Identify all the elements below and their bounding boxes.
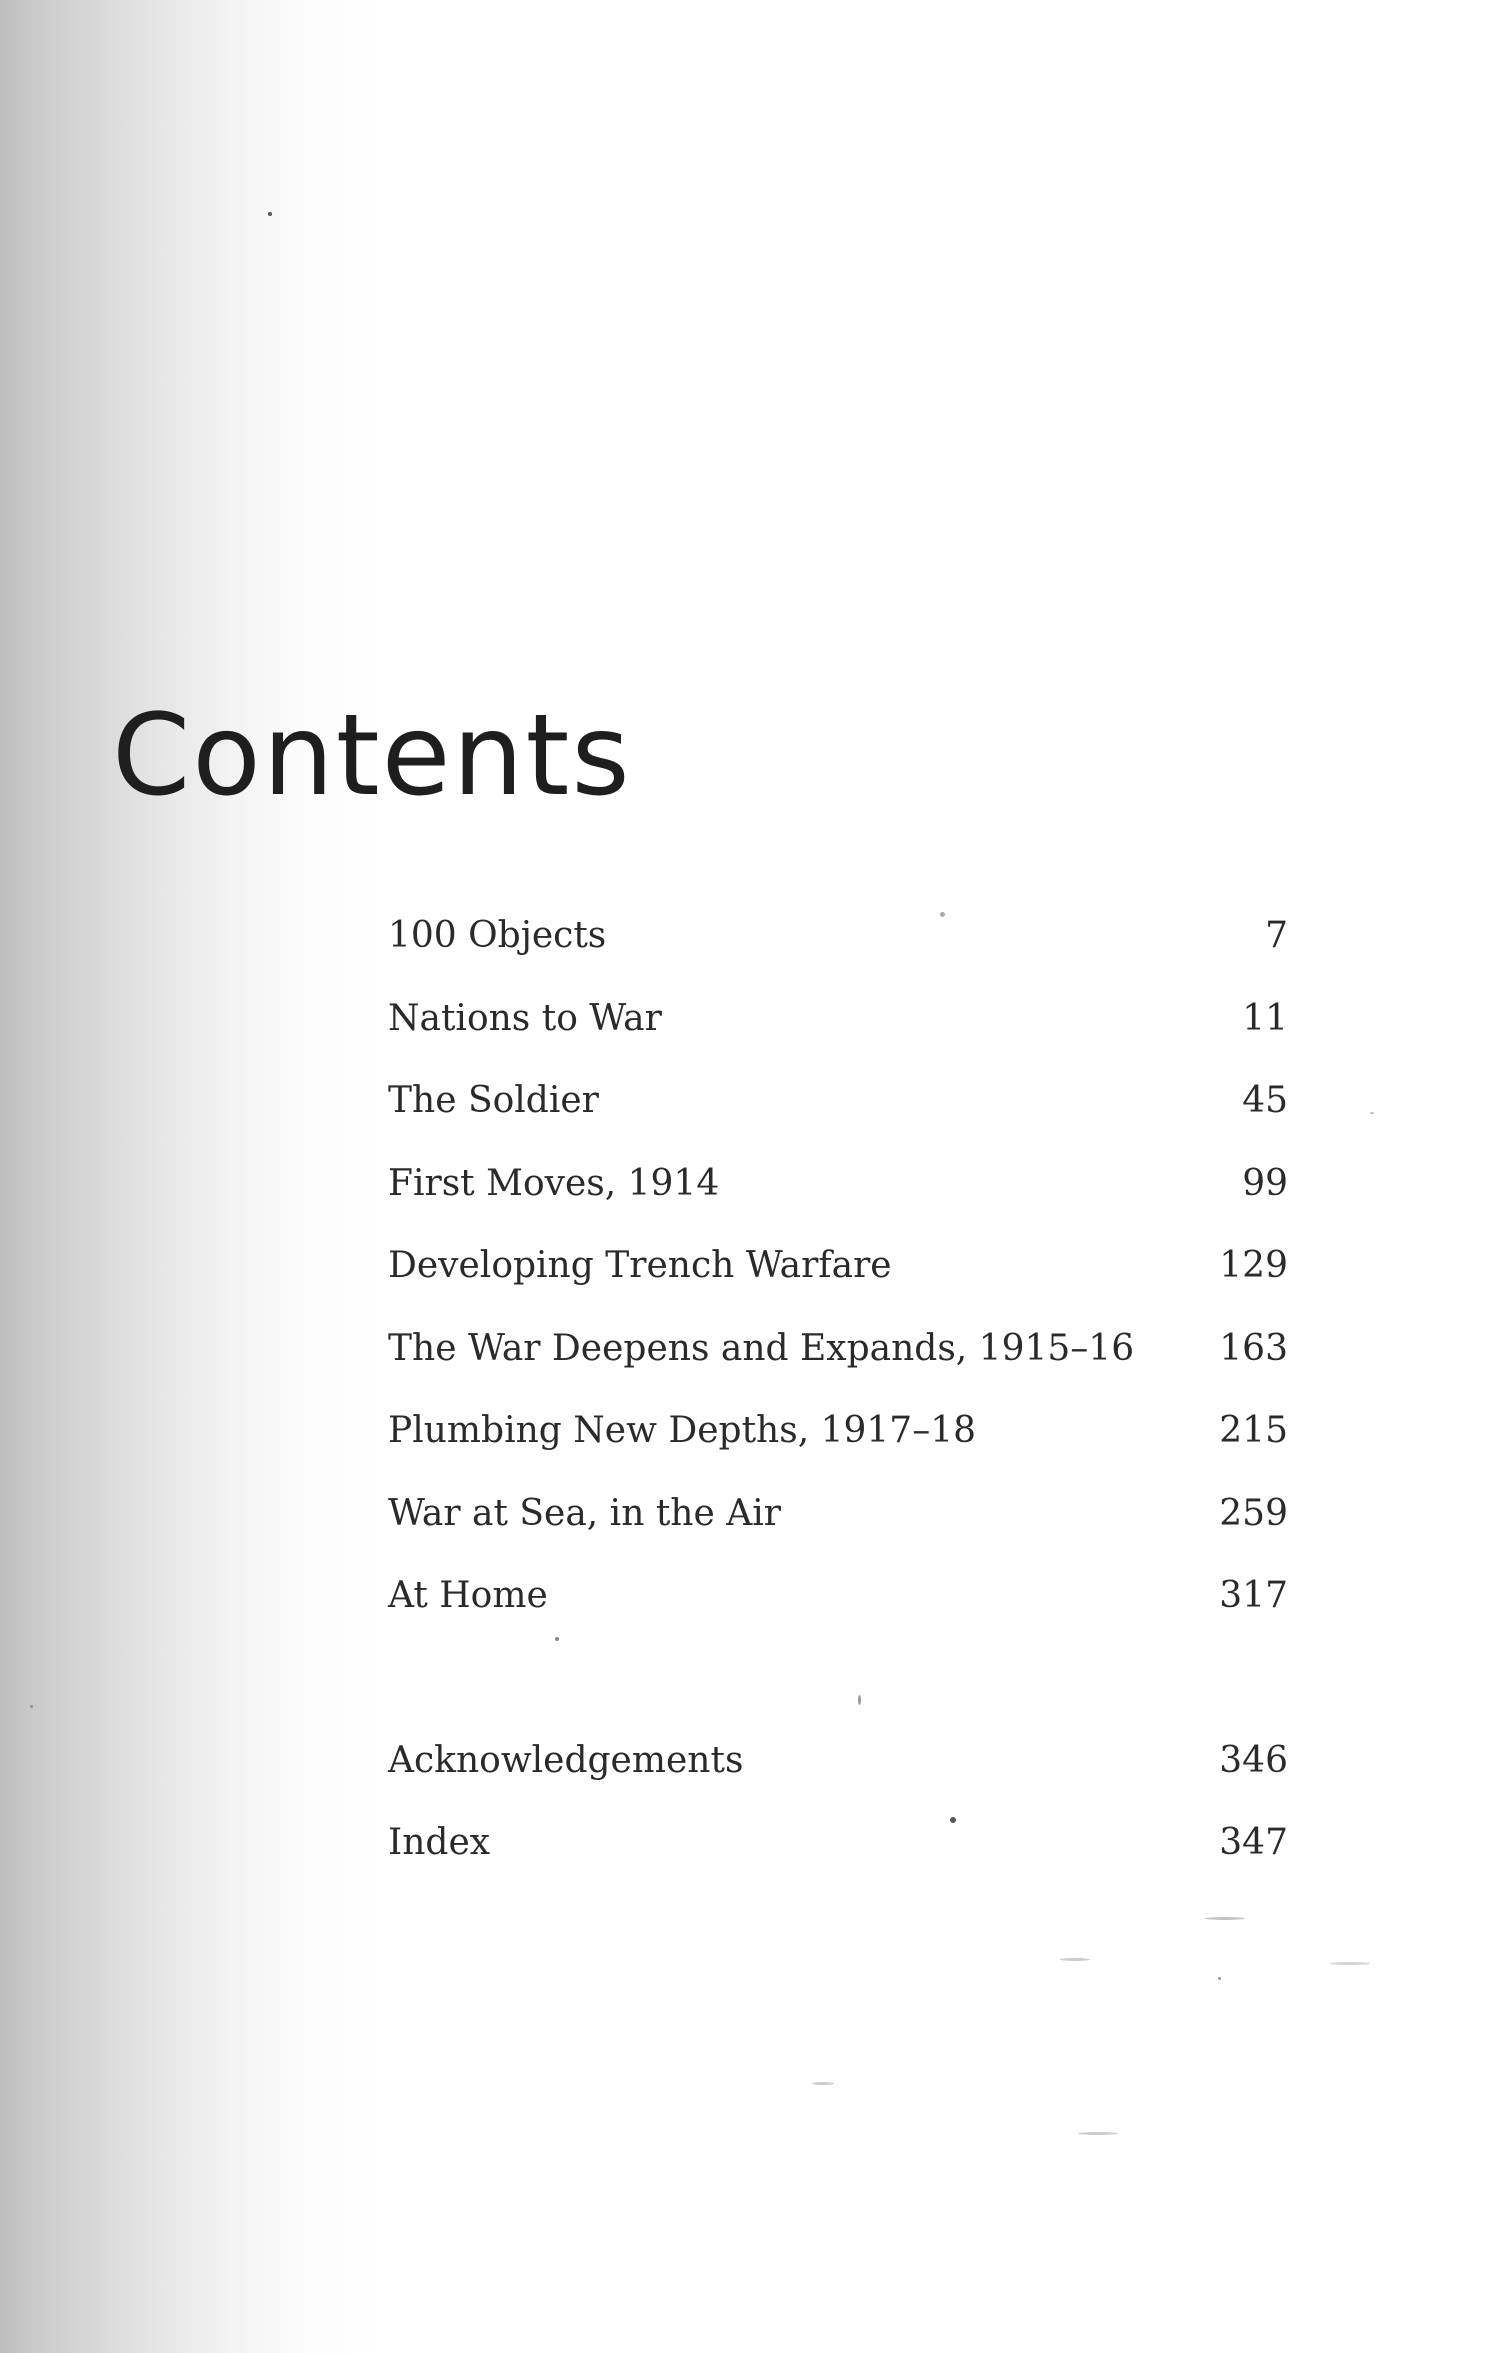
toc-entry-page: 129 bbox=[1219, 1245, 1288, 1286]
toc-entry bbox=[388, 1245, 1288, 1328]
toc-entry-title: 100 Objects bbox=[388, 915, 607, 956]
toc-entry-page: 346 bbox=[1219, 1739, 1288, 1781]
toc-entry bbox=[388, 1493, 1288, 1576]
toc-entry-page: 11 bbox=[1242, 997, 1288, 1039]
toc-entry-title: Index bbox=[388, 1822, 491, 1863]
dust-speck bbox=[950, 1817, 956, 1823]
toc-entry bbox=[388, 1080, 1288, 1163]
toc-entry bbox=[388, 1740, 1288, 1823]
toc-entry bbox=[388, 1328, 1288, 1411]
dust-speck bbox=[1060, 1958, 1090, 1961]
toc-entry-page: 99 bbox=[1242, 1162, 1288, 1204]
table-of-contents bbox=[388, 915, 1288, 1905]
toc-entry-title: First Moves, 1914 bbox=[388, 1162, 720, 1204]
toc-entry-page: 259 bbox=[1219, 1492, 1288, 1534]
toc-entry bbox=[388, 998, 1288, 1081]
toc-entry-title: Developing Trench Warfare bbox=[388, 1245, 892, 1286]
toc-entry-page: 347 bbox=[1219, 1822, 1288, 1863]
toc-entry-page: 45 bbox=[1242, 1080, 1288, 1121]
toc-entry bbox=[388, 1575, 1288, 1658]
toc-entry-title: The Soldier bbox=[388, 1080, 599, 1121]
dust-speck bbox=[1218, 1977, 1221, 1980]
dust-speck bbox=[858, 1695, 861, 1705]
toc-entry-page: 215 bbox=[1219, 1410, 1288, 1451]
toc-entry-page: 163 bbox=[1219, 1327, 1288, 1369]
toc-entry-title: War at Sea, in the Air bbox=[388, 1492, 781, 1534]
toc-entry-title: Acknowledgements bbox=[388, 1739, 744, 1781]
dust-speck bbox=[30, 1705, 33, 1708]
dust-speck bbox=[555, 1637, 559, 1641]
dust-speck bbox=[812, 2082, 834, 2085]
dust-speck bbox=[1330, 1962, 1370, 1965]
toc-entry bbox=[388, 1822, 1288, 1905]
dust-speck bbox=[1078, 2132, 1118, 2135]
toc-entry-title: The War Deepens and Expands, 1915–16 bbox=[388, 1327, 1135, 1369]
toc-entry bbox=[388, 1410, 1288, 1493]
toc-entry-title: Nations to War bbox=[388, 997, 662, 1039]
toc-entry-page: 7 bbox=[1265, 915, 1288, 956]
dust-speck bbox=[1205, 1917, 1245, 1920]
toc-entry bbox=[388, 915, 1288, 998]
toc-entry-page: 317 bbox=[1219, 1575, 1288, 1616]
page-title: Contents bbox=[112, 691, 632, 821]
dust-speck bbox=[268, 212, 272, 216]
dust-speck bbox=[1370, 1112, 1374, 1114]
toc-entry bbox=[388, 1163, 1288, 1246]
dust-speck bbox=[940, 912, 945, 917]
toc-entry-title: At Home bbox=[388, 1575, 548, 1616]
toc-entry-title: Plumbing New Depths, 1917–18 bbox=[388, 1410, 977, 1451]
toc-section-gap bbox=[388, 1658, 1288, 1740]
